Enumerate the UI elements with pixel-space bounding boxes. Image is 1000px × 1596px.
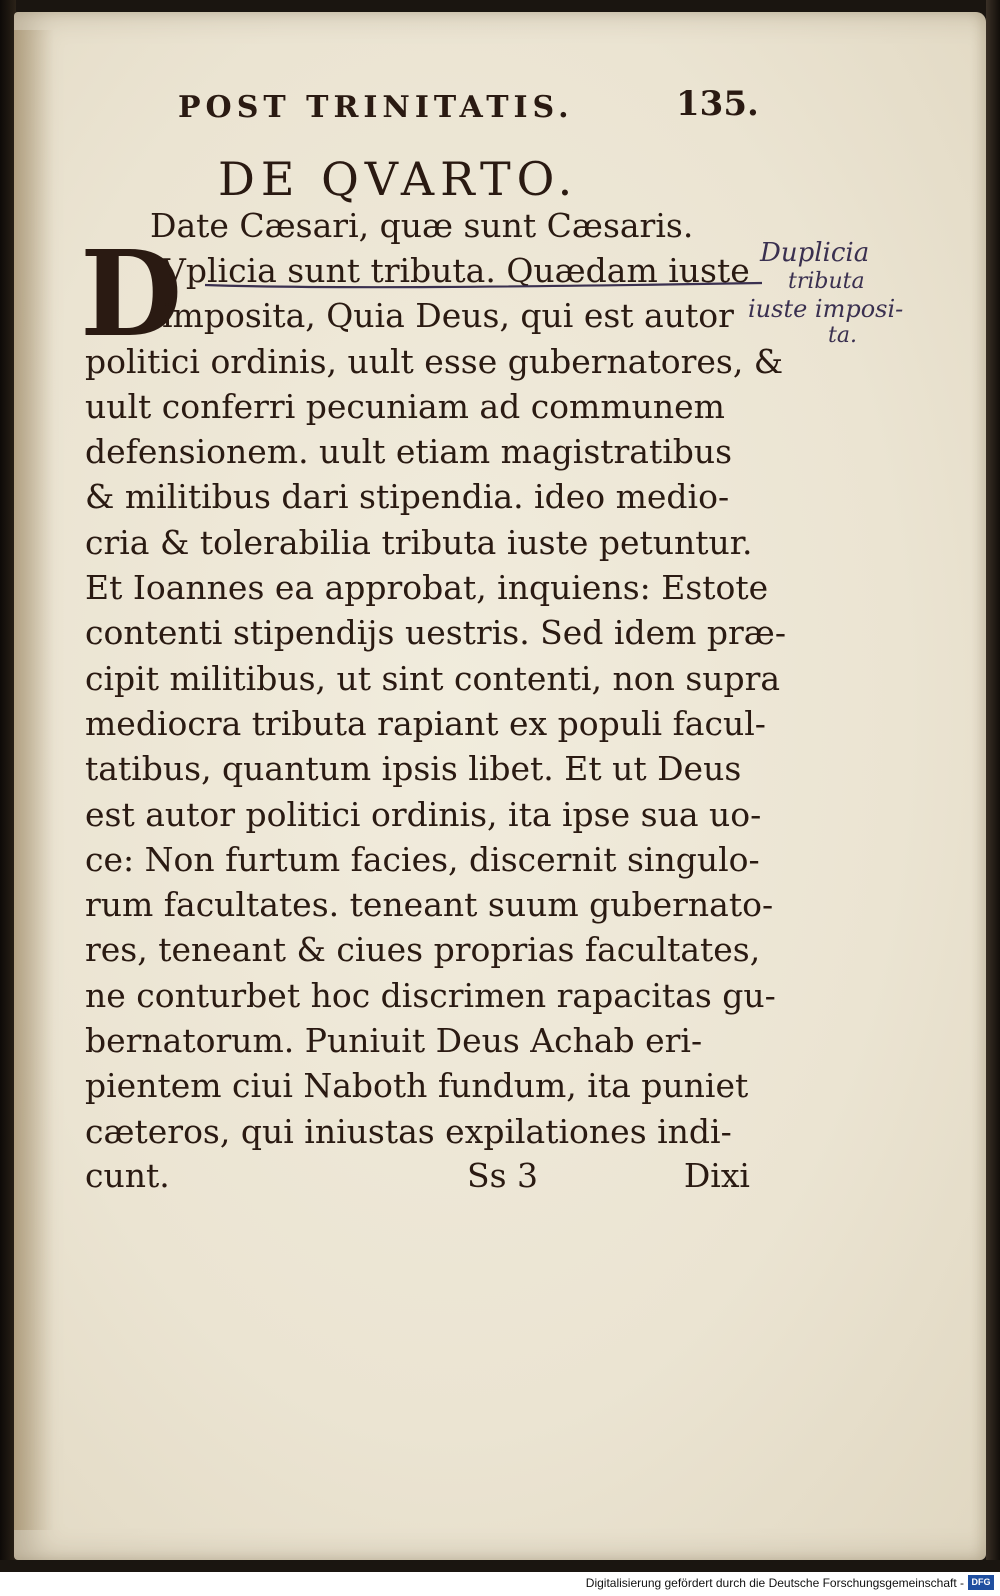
marginal-line: iuste imposi- — [748, 295, 904, 323]
text-line: mediocra tributa rapiant ex populi facul- — [85, 703, 766, 743]
footer-credit: Digitalisierung gefördert durch die Deutsche Forschungsgemeinschaft - — [585, 1576, 964, 1590]
footer-bar — [0, 1572, 1000, 1596]
final-word: cunt. — [85, 1156, 170, 1195]
signature-mark: Ss 3 — [467, 1156, 539, 1195]
drop-cap-initial: D — [80, 224, 183, 363]
text-line: cipit militibus, ut sint contenti, non supra — [85, 658, 781, 698]
page-number: 135. — [676, 84, 759, 124]
text-line: politici ordinis, uult esse gubernatores, & — [85, 341, 784, 381]
text-line: uult conferri pecuniam ad communem — [85, 386, 725, 426]
text-line: cæteros, qui iniustas expilationes indi- — [85, 1111, 732, 1151]
running-head: POST TRINITATIS. — [178, 90, 574, 125]
text-line: & militibus dari stipendia. ideo medio- — [85, 477, 730, 517]
text-line: Et Ioannes ea approbat, inquiens: Estote — [85, 568, 769, 608]
marginal-line: Duplicia — [760, 238, 870, 268]
text-line: contenti stipendijs uestris. Sed idem præ- — [85, 613, 786, 653]
text-line: est autor politici ordinis, ita ipse sua uo- — [85, 794, 762, 834]
text-line: cria & tolerabilia tributa iuste petuntur. — [85, 522, 753, 562]
text-line: bernatorum. Puniuit Deus Achab eri- — [85, 1021, 703, 1061]
section-title: DE QVARTO. — [218, 152, 579, 206]
text-line: imposita, Quia Deus, qui est autor — [162, 296, 734, 336]
dfg-logo: DFG — [968, 1575, 994, 1590]
marginal-line: ta. — [828, 323, 857, 348]
text-line: ne conturbet hoc discrimen rapacitas gu- — [85, 975, 776, 1015]
section-subtitle: Date Cæsari, quæ sunt Cæsaris. — [150, 206, 694, 245]
text-line: defensionem. uult etiam magistratibus — [85, 432, 733, 472]
catchword: Dixi — [683, 1156, 750, 1195]
text-line: Vplicia sunt tributa. Quædam iuste — [162, 251, 750, 290]
text-line: tatibus, quantum ipsis libet. Et ut Deus — [85, 749, 742, 789]
marginal-line: tributa — [788, 269, 865, 294]
underline-stroke — [205, 283, 762, 287]
text-line: rum facultates. teneant suum gubernato- — [85, 885, 774, 925]
text-line: pientem ciui Naboth fundum, ita puniet — [85, 1066, 749, 1106]
text-line: ce: Non furtum facies, discernit singulo- — [85, 839, 760, 879]
text-line: res, teneant & ciues proprias facultates, — [85, 930, 761, 970]
handwritten-marginal-note — [748, 236, 958, 376]
